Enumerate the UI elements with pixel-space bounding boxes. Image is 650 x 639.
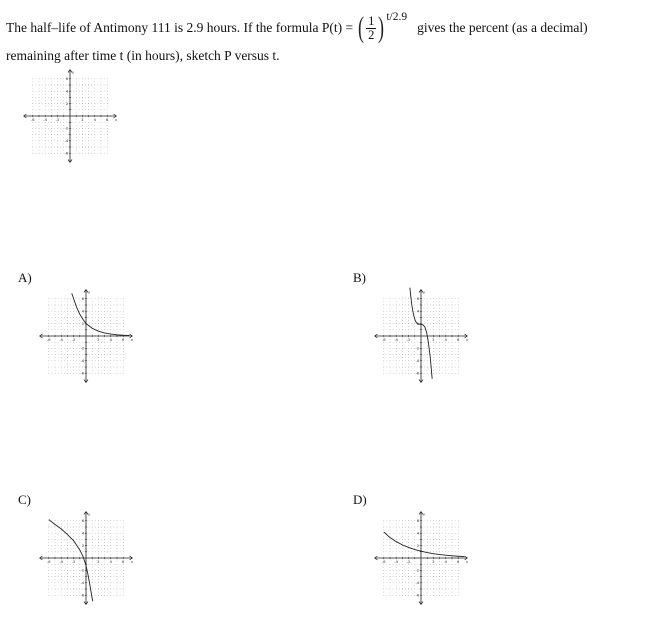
choice-a-x-tick-label: 6 xyxy=(122,337,125,342)
choice-a-x-tick-label: -6 xyxy=(47,337,51,342)
choice-a-label[interactable]: A) xyxy=(18,270,32,285)
choice-c-x-tick-label: 2 xyxy=(97,559,100,564)
choice-a-curve xyxy=(72,290,130,335)
choice-c-y-tick-label: -4 xyxy=(80,581,85,586)
blank-y-tick-label: -4 xyxy=(64,139,69,144)
choice-c-x-tick-label: -2 xyxy=(71,559,76,564)
question-text-before: The half–life of Antimony 111 is 2.9 hours. If the formula P(t) = xyxy=(6,20,354,35)
blank-y-tick-label: -6 xyxy=(64,151,69,156)
choice-b-label[interactable]: B) xyxy=(353,270,366,285)
choice-c-graph[interactable] xyxy=(36,508,136,608)
choice-a-x-tick-label: 4 xyxy=(109,337,112,342)
choice-d-x-tick-label: -2 xyxy=(406,559,411,564)
choice-b-y-tick-label: 4 xyxy=(416,309,420,314)
choice-d-svg xyxy=(371,508,471,608)
choice-c-x-tick-label: -4 xyxy=(59,559,63,564)
fraction xyxy=(366,15,376,42)
choice-d-y-tick-label: -6 xyxy=(415,593,420,598)
choice-d-y-tick-label: -4 xyxy=(415,581,420,586)
choice-a-y-tick-label: 2 xyxy=(81,321,85,326)
exponent: t/2.9 xyxy=(386,11,408,23)
fraction-denominator: 2 xyxy=(368,27,375,42)
choice-b-y-tick-label: -4 xyxy=(415,359,420,364)
choice-a-x-tick-label: 2 xyxy=(97,337,100,342)
choice-b-y-tick-label: -2 xyxy=(415,346,420,351)
choice-a-graph[interactable] xyxy=(36,286,136,386)
blank-x-axis-label: x xyxy=(114,117,118,122)
choice-a-x-tick-label: -2 xyxy=(71,337,76,342)
choice-b-x-tick-label: 4 xyxy=(444,337,447,342)
blank-y-tick-label: -2 xyxy=(64,126,69,131)
question-line-2: remaining after time t (in hours), sketch P versus t. xyxy=(6,48,280,63)
choice-d-graph[interactable] xyxy=(371,508,471,608)
choice-b-x-tick-label: 6 xyxy=(457,337,460,342)
choice-a-svg xyxy=(36,286,136,386)
choice-a-x-tick-label: -4 xyxy=(59,337,63,342)
question-line-1 xyxy=(6,8,588,48)
blank-x-tick-label: 4 xyxy=(93,117,96,122)
choice-d-y-axis-label: y xyxy=(423,512,426,517)
choice-d-y-tick-label: 6 xyxy=(416,519,420,524)
choice-b-y-tick-label: 6 xyxy=(416,297,420,302)
blank-y-tick-label: 2 xyxy=(65,101,69,106)
choice-b-y-axis-label: y xyxy=(423,290,426,295)
question-text-after: gives the percent (as a decimal) xyxy=(417,20,588,35)
left-paren: ( xyxy=(358,11,365,44)
choice-c-y-tick-label: 6 xyxy=(81,519,85,524)
choice-b-graph[interactable] xyxy=(371,286,471,386)
choice-c-y-axis-label: y xyxy=(88,512,91,517)
choice-c-y-tick-label: -2 xyxy=(80,568,85,573)
blank-y-tick-label: 4 xyxy=(65,89,69,94)
choice-d-x-tick-label: 6 xyxy=(457,559,460,564)
choice-a-y-tick-label: 6 xyxy=(81,297,85,302)
choice-b-x-axis-label: x xyxy=(465,337,469,342)
choice-c-y-tick-label: 2 xyxy=(81,543,85,548)
blank-x-tick-label: 6 xyxy=(106,117,109,122)
choice-a-y-axis-label: y xyxy=(88,290,91,295)
choice-b-x-tick-label: -4 xyxy=(394,337,398,342)
blank-x-tick-label: -2 xyxy=(55,117,60,122)
choice-c-label[interactable]: C) xyxy=(18,492,31,507)
choice-d-x-tick-label: -4 xyxy=(394,559,398,564)
choice-d-label[interactable]: D) xyxy=(353,492,367,507)
choice-d-x-tick-label: 2 xyxy=(432,559,435,564)
blank-x-tick-label: -6 xyxy=(31,117,35,122)
choice-b-y-tick-label: 2 xyxy=(416,321,420,326)
choice-d-x-tick-label: -6 xyxy=(382,559,386,564)
choice-a-y-tick-label: 4 xyxy=(81,309,85,314)
blank-x-tick-label: 2 xyxy=(81,117,84,122)
choice-d-y-tick-label: 4 xyxy=(416,531,420,536)
choice-a-y-tick-label: -6 xyxy=(80,371,85,376)
right-paren: ) xyxy=(378,11,385,44)
choice-d-x-tick-label: 4 xyxy=(444,559,447,564)
choice-c-x-tick-label: 6 xyxy=(122,559,125,564)
choice-c-y-tick-label: 4 xyxy=(81,531,85,536)
formula xyxy=(356,13,413,43)
choice-d-curve xyxy=(384,532,465,557)
choice-c-x-tick-label: -6 xyxy=(47,559,51,564)
blank-svg xyxy=(20,66,120,166)
choice-b-x-tick-label: -2 xyxy=(406,337,411,342)
choice-a-y-tick-label: -4 xyxy=(80,359,85,364)
blank-y-axis-label: y xyxy=(72,70,75,75)
choice-d-y-tick-label: 2 xyxy=(416,543,420,548)
choice-a-y-tick-label: -2 xyxy=(80,346,85,351)
choice-b-x-tick-label: 2 xyxy=(432,337,435,342)
choice-c-x-tick-label: 4 xyxy=(109,559,112,564)
choice-b-y-tick-label: -6 xyxy=(415,371,420,376)
blank-x-tick-label: -4 xyxy=(43,117,47,122)
blank-y-tick-label: 6 xyxy=(65,77,69,82)
choice-d-x-axis-label: x xyxy=(465,559,469,564)
blank-answer-graph[interactable] xyxy=(20,66,120,166)
fraction-numerator: 1 xyxy=(368,13,375,28)
choice-b-svg xyxy=(371,286,471,386)
choice-c-x-axis-label: x xyxy=(130,559,134,564)
choice-d-y-tick-label: -2 xyxy=(415,568,420,573)
choice-c-svg xyxy=(36,508,136,608)
choice-b-x-tick-label: -6 xyxy=(382,337,386,342)
choice-c-y-tick-label: -6 xyxy=(80,593,85,598)
choice-a-x-axis-label: x xyxy=(130,337,134,342)
